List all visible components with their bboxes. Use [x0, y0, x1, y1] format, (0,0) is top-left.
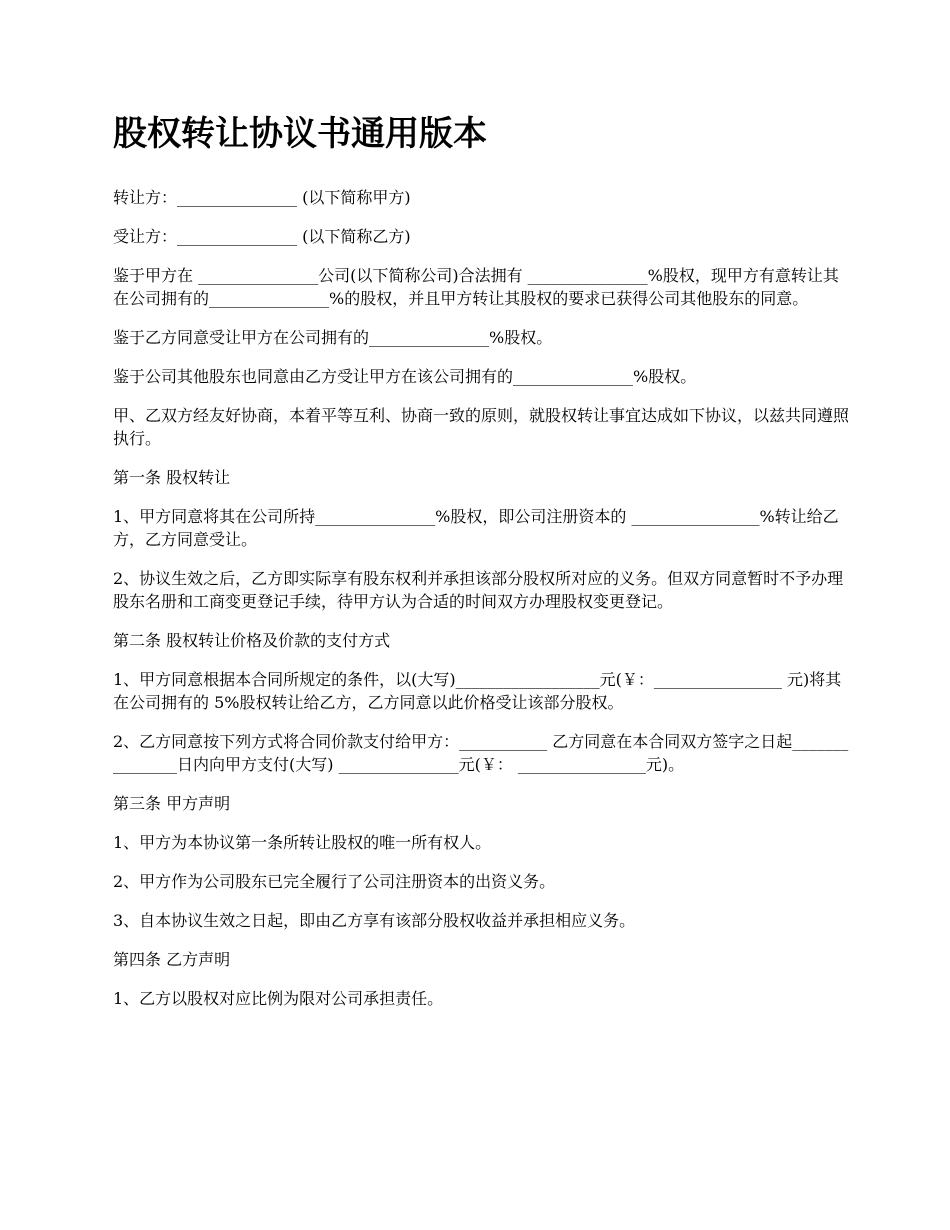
article-3-heading: 第三条 甲方声明 — [113, 794, 231, 813]
paragraph-whereas-1: 鉴于甲方在 _______________公司(以下简称公司)合法拥有 _______________%股权，现甲方有意转让其在公司拥有的_______________%的股权，并且甲方转让其股权的要求已获得公司其他股东的同意。 — [113, 266, 839, 308]
paragraph-whereas-2: 鉴于乙方同意受让甲方在公司拥有的_______________%股权。 — [113, 328, 553, 347]
document-page — [113, 110, 853, 1026]
article-4-clause-1: 1、乙方以股权对应比例为限对公司承担责任。 — [113, 989, 444, 1008]
article-1-clause-2: 2、协议生效之后，乙方即实际享有股东权利并承担该部分股权所对应的义务。但双方同意暂时不予办理股东名册和工商变更登记手续，待甲方认为合适的时间双方办理股权变更登记。 — [113, 569, 844, 611]
article-4-heading: 第四条 乙方声明 — [113, 950, 231, 969]
paragraph-preamble: 甲、乙双方经友好协商，本着平等互利、协商一致的原则，就股权转让事宜达成如下协议，以兹共同遵照执行。 — [113, 406, 850, 448]
article-2-heading: 第二条 股权转让价格及价款的支付方式 — [113, 631, 391, 650]
article-3-clause-3: 3、自本协议生效之日起，即由乙方享有该部分股权收益并承担相应义务。 — [113, 911, 636, 930]
article-2-clause-1: 1、甲方同意根据本合同所规定的条件，以(大写)__________________元(￥：________________ 元)将其在公司拥有的 5%股权转让给乙方，乙方同意以此价格受让该部分股权。 — [113, 670, 842, 712]
article-3-clause-2: 2、甲方作为公司股东已完全履行了公司注册资本的出资义务。 — [113, 872, 556, 891]
paragraph-transferor: 转让方：_______________ (以下简称甲方) — [113, 188, 411, 207]
paragraph-whereas-3: 鉴于公司其他股东也同意由乙方受让甲方在该公司拥有的_______________%股权。 — [113, 367, 697, 386]
paragraph-transferee: 受让方：_______________ (以下简称乙方) — [113, 227, 411, 246]
article-1-heading: 第一条 股权转让 — [113, 468, 231, 487]
article-2-clause-2: 2、乙方同意按下列方式将合同价款支付给甲方：___________ 乙方同意在本合同双方签字之日起_______________日内向甲方支付(大写) _______________元(￥： ________________元)。 — [113, 732, 849, 774]
document-title: 股权转让协议书通用版本 — [113, 114, 487, 154]
article-1-clause-1: 1、甲方同意将其在公司所持_______________%股权，即公司注册资本的 ________________%转让给乙方，乙方同意受让。 — [113, 507, 839, 549]
article-3-clause-1: 1、甲方为本协议第一条所转让股权的唯一所有权人。 — [113, 833, 492, 852]
